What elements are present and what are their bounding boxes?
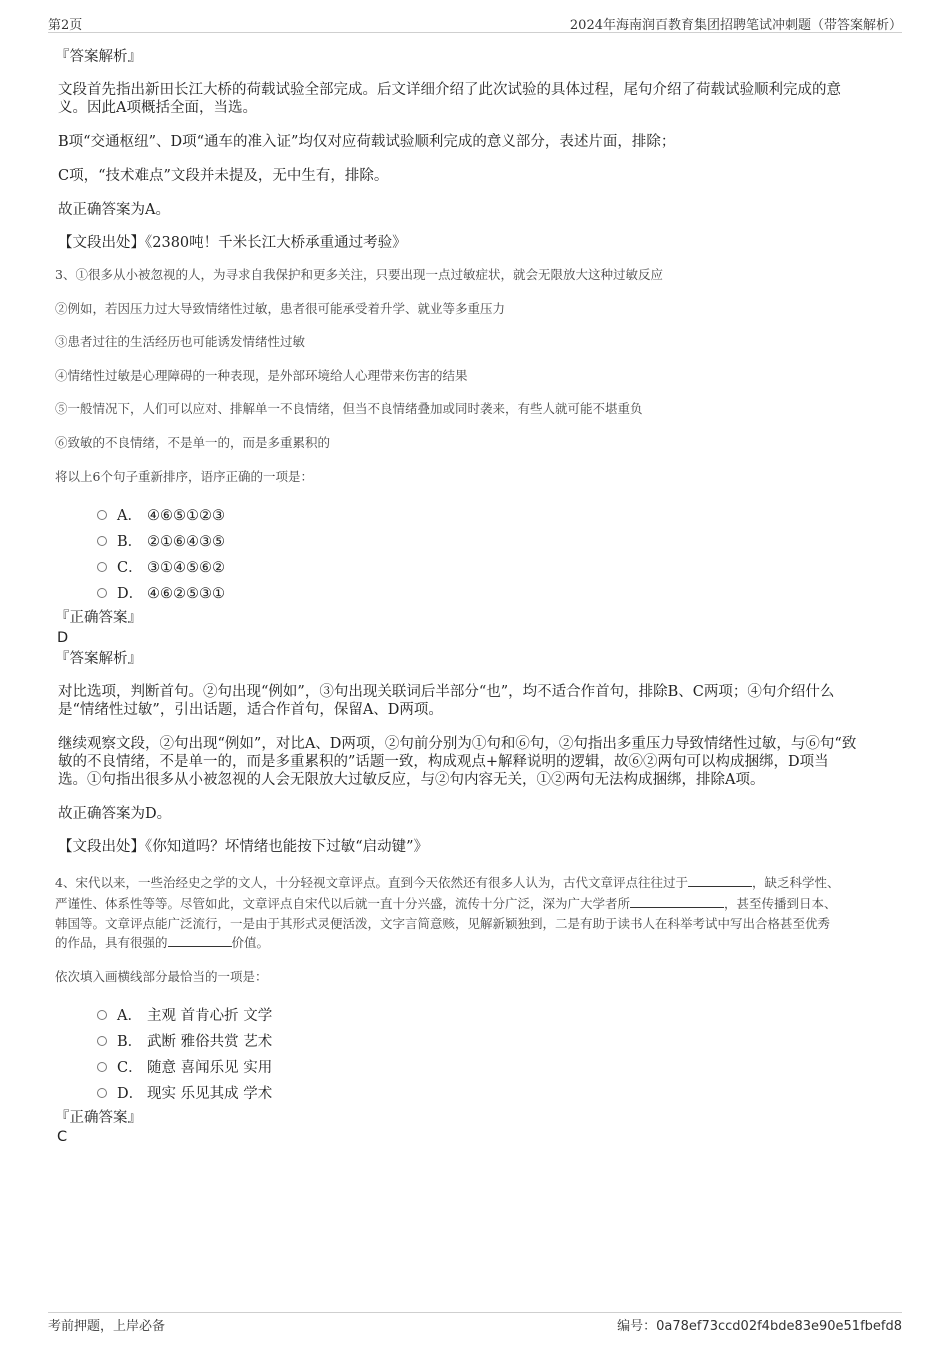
document-title: 2024年海南润百教育集团招聘笔试冲刺题（带答案解析）	[569, 18, 902, 33]
radio-icon[interactable]	[97, 1062, 107, 1072]
page-footer	[48, 1312, 902, 1333]
analysis-paragraph: 是“情绪性过敏”，引出话题，适合作首句，保留A、D两项。	[58, 702, 443, 718]
radio-icon[interactable]	[97, 562, 107, 572]
analysis-paragraph: 义。因此A项概括全面，当选。	[58, 100, 257, 116]
analysis-paragraph: C项，“技术难点”文段并未提及，无中生有，排除。	[58, 168, 389, 184]
option-b[interactable]: B． 武断 雅俗共赏 艺术	[97, 1030, 272, 1051]
page-header	[48, 14, 902, 33]
option-c[interactable]: C． 随意 喜闻乐见 实用	[97, 1056, 272, 1077]
page-number: 第2页	[48, 18, 83, 33]
question-sentence: ⑥致敏的不良情绪，不是单一的，而是多重累积的	[55, 435, 331, 450]
option-a[interactable]: A． 主观 首肯心折 文学	[97, 1004, 272, 1025]
document-id: 编号：0a78ef73ccd02f4bde83e90e51fbefd8	[617, 1319, 902, 1334]
analysis-label: 『答案解析』	[55, 49, 142, 65]
fill-blank	[630, 895, 724, 908]
question-text: 4、宋代以来，一些治经史之学的文人，十分轻视文章评点。直到今天依然还有很多人认为，古代文章评点往往过于 ，缺乏科学性、	[55, 875, 840, 890]
question-text: 的作品，具有很强的 价值。	[55, 935, 270, 950]
analysis-label: 『答案解析』	[55, 651, 142, 667]
question-sentence: ③患者过往的生活经历也可能诱发情绪性过敏	[55, 334, 306, 349]
question-text: 严谨性、体系性等等。尽管如此，文章评点自宋代以后就一直十分兴盛，流传十分广泛，深为广大学者所 ，甚至传播到日本、	[55, 896, 837, 911]
question-stem: 将以上6个句子重新排序，语序正确的一项是：	[55, 469, 313, 484]
answer-label: 『正确答案』	[55, 1110, 142, 1126]
radio-icon[interactable]	[97, 1036, 107, 1046]
analysis-paragraph: 敏的不良情绪，不是单一的，而是多重累积的”话题一致，构成观点+解释说明的逻辑，故⑥②两句可以构成捆绑，D项当	[58, 754, 829, 770]
question-sentence: ②例如，若因压力过大导致情绪性过敏，患者很可能承受着升学、就业等多重压力	[55, 301, 506, 316]
radio-icon[interactable]	[97, 1010, 107, 1020]
analysis-paragraph: 选。①句指出很多从小被忽视的人会无限放大过敏反应，与②句内容无关，①②两句无法构成捆绑，排除A项。	[58, 772, 765, 788]
option-b[interactable]: B． ②①⑥④③⑤	[97, 530, 225, 551]
option-c[interactable]: C． ③①④⑤⑥②	[97, 556, 225, 577]
analysis-conclusion: 故正确答案为A。	[58, 202, 170, 218]
fill-blank	[168, 934, 232, 947]
question-stem: 依次填入画横线部分最恰当的一项是：	[55, 969, 268, 984]
fill-blank	[688, 874, 752, 887]
option-a[interactable]: A． ④⑥⑤①②③	[97, 504, 225, 525]
option-d[interactable]: D． ④⑥②⑤③①	[97, 582, 225, 603]
source-citation: 【文段出处】《2380吨！千米长江大桥承重通过考验》	[58, 235, 407, 251]
analysis-paragraph: 继续观察文段，②句出现“例如”，对比A、D两项，②句前分别为①句和⑥句，②句指出多重压力导致情绪性过敏，与⑥句“致	[58, 736, 857, 752]
analysis-paragraph: 对比选项，判断首句。②句出现“例如”，③句出现关联词后半部分“也”，均不适合作首句，排除B、C两项；④句介绍什么	[58, 684, 835, 700]
analysis-paragraph: 文段首先指出新田长江大桥的荷载试验全部完成。后文详细介绍了此次试验的具体过程，尾句介绍了荷载试验顺利完成的意	[58, 82, 841, 98]
radio-icon[interactable]	[97, 588, 107, 598]
radio-icon[interactable]	[97, 510, 107, 520]
radio-icon[interactable]	[97, 1088, 107, 1098]
question-sentence: ⑤一般情况下，人们可以应对、排解单一不良情绪，但当不良情绪叠加或同时袭来，有些人就可能不堪重负	[55, 401, 643, 416]
source-citation: 【文段出处】《你知道吗？坏情绪也能按下过敏“启动键”》	[58, 839, 429, 855]
answer-label: 『正确答案』	[55, 610, 142, 626]
radio-icon[interactable]	[97, 536, 107, 546]
question-sentence: ④情绪性过敏是心理障碍的一种表现，是外部环境给人心理带来伤害的结果	[55, 368, 468, 383]
analysis-conclusion: 故正确答案为D。	[58, 806, 172, 822]
footer-slogan: 考前押题，上岸必备	[48, 1319, 166, 1334]
question-text: 韩国等。文章评点能广泛流行，一是由于其形式灵便活泼，文字言简意赅，见解新颖独到，二是有助于读书人在科举考试中写出合格甚至优秀	[55, 916, 831, 931]
correct-answer: C	[57, 1129, 68, 1145]
correct-answer: D	[57, 630, 69, 646]
analysis-paragraph: B项“交通枢纽”、D项“通车的准入证”均仅对应荷载试验顺利完成的意义部分，表述片面，排除；	[58, 134, 676, 150]
option-d[interactable]: D． 现实 乐见其成 学术	[97, 1082, 272, 1103]
question-sentence: 3、①很多从小被忽视的人，为寻求自我保护和更多关注，只要出现一点过敏症状，就会无限放大这种过敏反应	[55, 267, 663, 282]
